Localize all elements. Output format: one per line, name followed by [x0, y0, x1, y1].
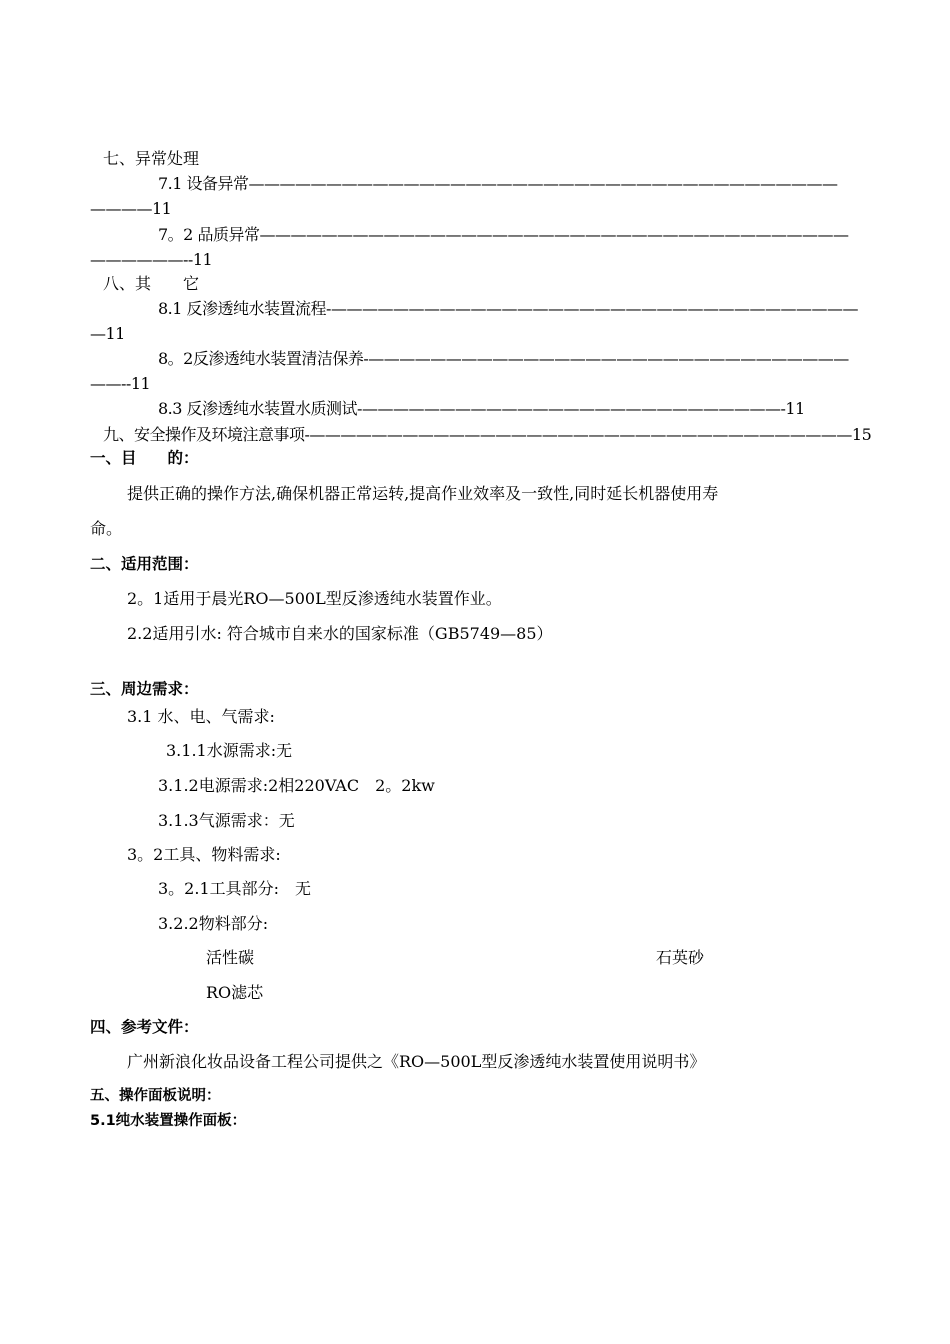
section-3-2: 3。2工具、物料需求: — [127, 845, 281, 864]
section-2-heading: 二、适用范围： — [90, 555, 199, 573]
section-3-2-2: 3.2.2物料部分: — [158, 914, 269, 933]
section-1-heading: 一、目 的： — [90, 449, 199, 467]
toc-item-8-1-page: —11 — [90, 324, 125, 343]
section-3-1-3: 3.1.3气源需求：无 — [158, 811, 295, 830]
section-5-heading: 五、操作面板说明： — [90, 1088, 221, 1104]
toc-item-7-2-page: ——————--11 — [90, 250, 213, 269]
toc-section-7: 七、异常处理 — [103, 149, 200, 168]
section-5-1-heading: 5.1纯水装置操作面板： — [90, 1113, 247, 1129]
toc-section-9: 九、安全操作及环境注意事项-———————————————————————————————————15 — [103, 425, 872, 444]
section-1-body-line-1: 提供正确的操作方法,确保机器正常运转,提高作业效率及一致性,同时延长机器使用寿 — [127, 484, 719, 503]
toc-item-7-1: 7.1 设备异常—————————————————————————————————————— — [158, 174, 838, 193]
toc-section-8: 八、其 它 — [103, 274, 200, 293]
material-ro-filter: RO滤芯 — [206, 983, 264, 1002]
section-4-heading: 四、参考文件： — [90, 1018, 199, 1036]
toc-item-7-1-page: ————11 — [90, 199, 172, 218]
section-3-2-1: 3。2.1工具部分: 无 — [158, 879, 312, 898]
toc-item-8-2: 8。2反渗透纯水装置清洁保养-——————————————————————————————— — [158, 349, 849, 368]
section-2-item-1: 2。1适用于晨光RO—500L型反渗透纯水装置作业。 — [127, 589, 502, 608]
toc-item-8-3: 8.3 反渗透纯水装置水质测试-———————————————————————————-11 — [158, 399, 805, 418]
toc-item-8-2-page: ——--11 — [90, 374, 151, 393]
section-1-body-line-2: 命。 — [90, 519, 123, 538]
section-3-heading: 三、周边需求： — [90, 680, 199, 698]
toc-item-8-1: 8.1 反渗透纯水装置流程-—————————————————————————————————— — [158, 299, 858, 318]
section-3-1-1: 3.1.1水源需求:无 — [166, 741, 293, 760]
section-4-body: 广州新浪化妆品设备工程公司提供之《RO—500L型反渗透纯水装置使用说明书》 — [127, 1052, 706, 1071]
section-3-1-2: 3.1.2电源需求:2相220VAC 2。2kw — [158, 776, 435, 795]
section-2-item-2: 2.2适用引水: 符合城市自来水的国家标准（GB5749—85） — [127, 624, 553, 643]
material-activated-carbon: 活性碳 — [206, 948, 255, 967]
toc-item-7-2: 7。2 品质异常—————————————————————————————————————— — [158, 225, 849, 244]
section-3-1: 3.1 水、电、气需求: — [127, 707, 275, 726]
material-quartz-sand: 石英砂 — [656, 948, 705, 967]
